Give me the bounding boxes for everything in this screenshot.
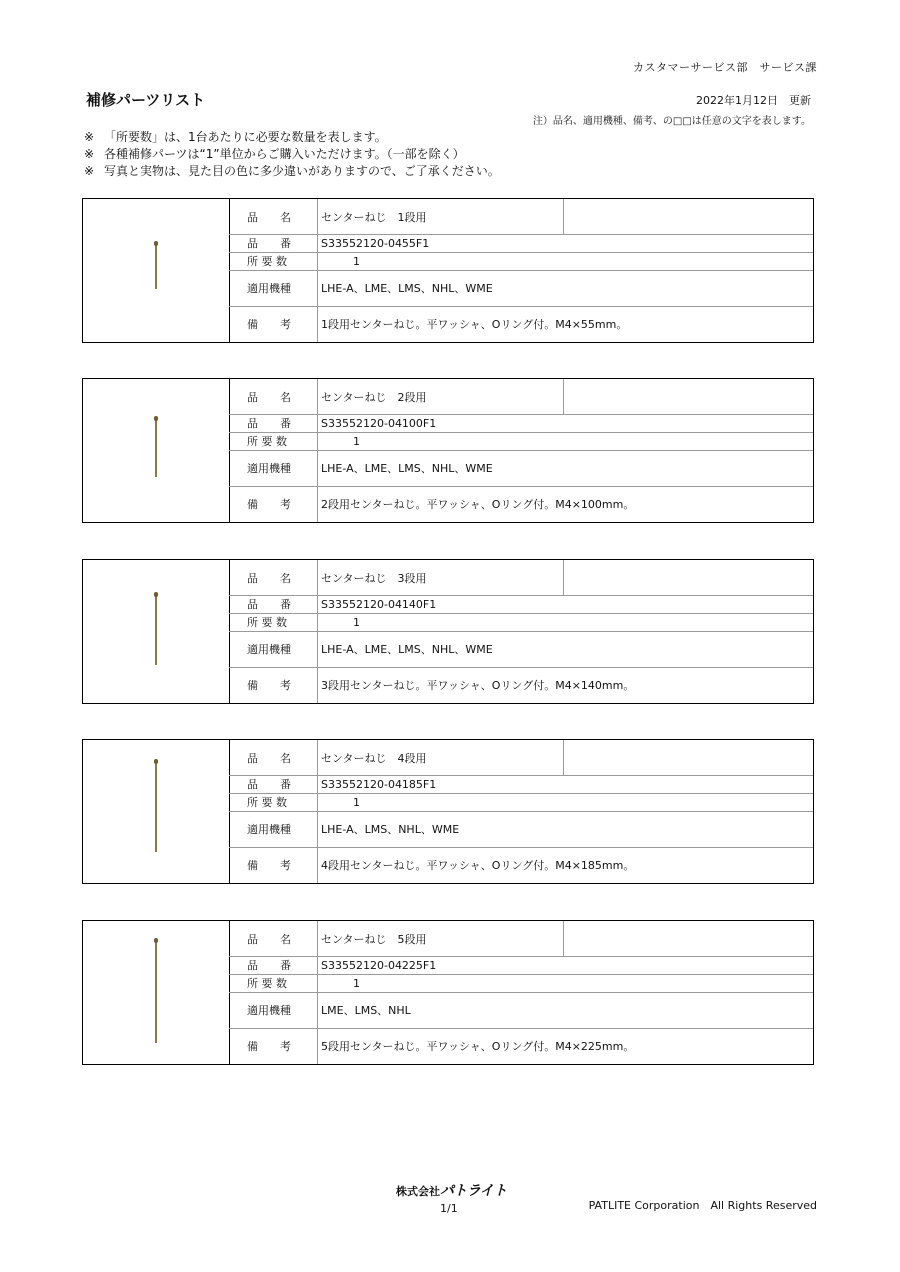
screw-image <box>155 419 157 477</box>
label-models: 適用機種 <box>247 823 291 836</box>
part-qty: 1 <box>353 795 360 809</box>
note-mark: ※ <box>84 164 95 178</box>
note-item <box>84 163 500 180</box>
part-table <box>229 740 813 883</box>
label-remarks: 備 考 <box>247 318 291 331</box>
part-card <box>82 739 814 884</box>
label-name: 品 名 <box>247 571 291 585</box>
row-qty <box>229 432 813 451</box>
part-qty: 1 <box>353 254 360 268</box>
part-models: LHE-A、LME、LMS、NHL、WME <box>321 282 493 295</box>
part-photo <box>83 199 230 342</box>
part-table <box>229 921 813 1064</box>
name-divider <box>563 560 564 595</box>
note-text: 「所要数」は、1台あたりに必要な数量を表します。 <box>104 130 387 144</box>
part-remarks: 1段用センターねじ。平ワッシャ、Oリング付。M4×55mm。 <box>321 318 628 331</box>
row-name <box>229 921 813 957</box>
part-card <box>82 198 814 343</box>
update-date: 2022年1月12日 更新 <box>696 94 811 107</box>
copyright: PATLITE Corporation All Rights Reserved <box>588 1199 817 1212</box>
part-photo <box>83 740 230 883</box>
part-models: LME、LMS、NHL <box>321 1004 411 1017</box>
name-divider <box>563 199 564 234</box>
part-photo <box>83 379 230 522</box>
part-remarks: 5段用センターねじ。平ワッシャ、Oリング付。M4×225mm。 <box>321 1040 635 1053</box>
part-number: S33552120-04185F1 <box>321 777 437 791</box>
part-name: センターねじ 4段用 <box>321 751 427 765</box>
label-number: 品 番 <box>247 417 291 430</box>
label-remarks: 備 考 <box>247 679 291 692</box>
label-remarks: 備 考 <box>247 498 291 511</box>
label-models: 適用機種 <box>247 282 291 295</box>
part-number: S33552120-04140F1 <box>321 597 437 611</box>
row-name <box>229 560 813 596</box>
row-qty <box>229 252 813 271</box>
header-note: 注）品名、適用機種、備考、の□□は任意の文字を表します。 <box>532 116 811 127</box>
part-number: S33552120-04100F1 <box>321 416 437 430</box>
row-remarks <box>229 847 813 883</box>
notes <box>84 129 500 180</box>
company-logo-text: パトライト <box>440 1183 507 1199</box>
label-name: 品 名 <box>247 390 291 404</box>
label-qty: 所 要 数 <box>247 796 287 809</box>
row-models <box>229 450 813 487</box>
label-qty: 所 要 数 <box>247 977 287 990</box>
part-table <box>229 560 813 703</box>
part-photo <box>83 921 230 1064</box>
part-card <box>82 378 814 523</box>
company-logo <box>396 1180 507 1200</box>
label-number: 品 番 <box>247 598 291 611</box>
label-number: 品 番 <box>247 959 291 972</box>
row-number <box>229 234 813 253</box>
row-models <box>229 992 813 1029</box>
part-card <box>82 920 814 1065</box>
label-name: 品 名 <box>247 210 291 224</box>
row-qty <box>229 613 813 632</box>
row-number <box>229 414 813 433</box>
department: カスタマーサービス部 サービス課 <box>633 61 817 74</box>
page-number: 1/1 <box>440 1202 458 1215</box>
note-item <box>84 146 500 163</box>
row-name <box>229 379 813 415</box>
row-name <box>229 199 813 235</box>
name-divider <box>563 740 564 775</box>
name-divider <box>563 379 564 414</box>
row-remarks <box>229 667 813 703</box>
part-name: センターねじ 3段用 <box>321 571 427 585</box>
note-item <box>84 129 500 146</box>
label-qty: 所 要 数 <box>247 255 287 268</box>
row-qty <box>229 793 813 812</box>
row-number <box>229 595 813 614</box>
part-models: LHE-A、LMS、NHL、WME <box>321 823 460 836</box>
part-photo <box>83 560 230 703</box>
label-name: 品 名 <box>247 751 291 765</box>
part-number: S33552120-0455F1 <box>321 236 430 250</box>
row-qty <box>229 974 813 993</box>
part-name: センターねじ 5段用 <box>321 932 427 946</box>
part-qty: 1 <box>353 976 360 990</box>
row-models <box>229 631 813 668</box>
row-number <box>229 775 813 794</box>
note-text: 各種補修パーツは“1”単位からご購入いただけます。（一部を除く） <box>104 147 465 161</box>
screw-image <box>155 941 157 1043</box>
label-qty: 所 要 数 <box>247 616 287 629</box>
label-models: 適用機種 <box>247 643 291 656</box>
part-name: センターねじ 2段用 <box>321 390 427 404</box>
part-card <box>82 559 814 704</box>
label-models: 適用機種 <box>247 462 291 475</box>
company-small: 株式会社 <box>396 1185 440 1198</box>
label-name: 品 名 <box>247 932 291 946</box>
part-name: センターねじ 1段用 <box>321 210 427 224</box>
part-remarks: 4段用センターねじ。平ワッシャ、Oリング付。M4×185mm。 <box>321 859 635 872</box>
row-remarks <box>229 486 813 522</box>
note-mark: ※ <box>84 147 95 161</box>
row-remarks <box>229 1028 813 1064</box>
page-title: 補修パーツリスト <box>86 91 206 109</box>
part-table <box>229 199 813 342</box>
part-remarks: 2段用センターねじ。平ワッシャ、Oリング付。M4×100mm。 <box>321 498 635 511</box>
row-number <box>229 956 813 975</box>
label-remarks: 備 考 <box>247 859 291 872</box>
part-table <box>229 379 813 522</box>
row-models <box>229 270 813 307</box>
screw-image <box>155 762 157 852</box>
name-divider <box>563 921 564 956</box>
row-name <box>229 740 813 776</box>
screw-image <box>155 595 157 665</box>
label-qty: 所 要 数 <box>247 435 287 448</box>
part-models: LHE-A、LME、LMS、NHL、WME <box>321 643 493 656</box>
row-models <box>229 811 813 848</box>
part-qty: 1 <box>353 615 360 629</box>
part-models: LHE-A、LME、LMS、NHL、WME <box>321 462 493 475</box>
note-text: 写真と実物は、見た目の色に多少違いがありますので、ご了承ください。 <box>104 164 500 178</box>
note-mark: ※ <box>84 130 95 144</box>
part-remarks: 3段用センターねじ。平ワッシャ、Oリング付。M4×140mm。 <box>321 679 635 692</box>
label-number: 品 番 <box>247 237 291 250</box>
label-number: 品 番 <box>247 778 291 791</box>
part-qty: 1 <box>353 434 360 448</box>
screw-image <box>155 244 157 289</box>
label-remarks: 備 考 <box>247 1040 291 1053</box>
label-models: 適用機種 <box>247 1004 291 1017</box>
row-remarks <box>229 306 813 342</box>
part-number: S33552120-04225F1 <box>321 958 437 972</box>
